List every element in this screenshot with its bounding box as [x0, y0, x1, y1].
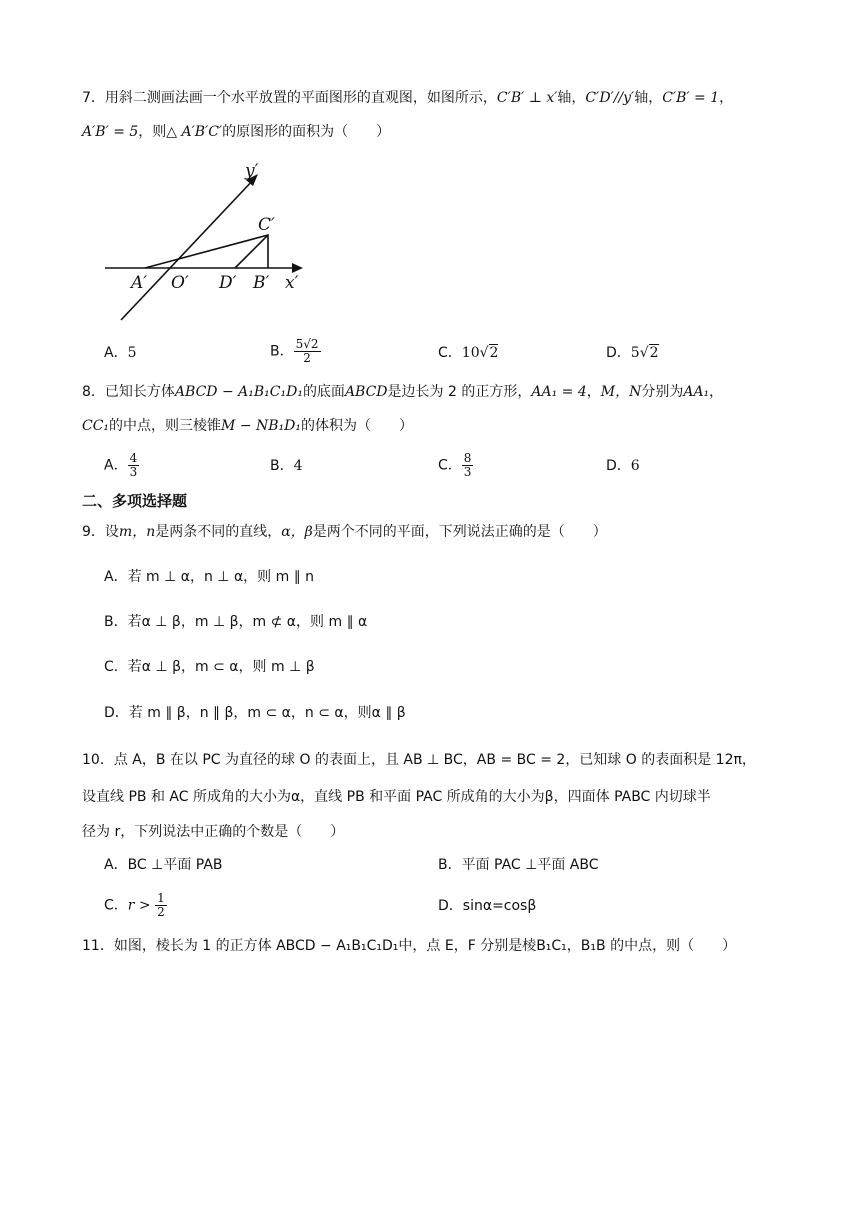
q11-stem: 11．如图，棱长为 1 的正方体 ABCD − A₁B₁C₁D₁中，点 E，F 分别是棱B₁C₁，B₁B 的中点，则（ ） — [82, 938, 737, 954]
triangle-sides — [145, 235, 268, 268]
q10-stem-line3: 径为 r，下列说法中正确的个数是（ ） — [82, 824, 345, 840]
q7-option-b[interactable]: B． $\frac{5√2}{2}$ — [270, 337, 319, 365]
q10-number: 10． — [82, 752, 114, 768]
q11-number: 11． — [82, 938, 114, 954]
q8-option-b[interactable]: B．4 — [270, 458, 303, 474]
q7-figure — [95, 150, 325, 330]
label-C: C′ — [258, 215, 275, 235]
q9-option-a[interactable]: A．若 m ⊥ α，n ⊥ α，则 m ∥ n — [104, 569, 315, 585]
q10-stem-line2: 设直线 PB 和 AC 所成角的大小为α，直线 PB 和平面 PAC 所成角的大小为β，四面体 PABC 内切球半 — [82, 789, 711, 805]
x-axis-arrow — [292, 263, 303, 273]
label-D: D′ — [219, 273, 237, 293]
q10-stem-line1: 10．点 A，B 在以 PC 为直径的球 O 的表面上，且 AB ⊥ BC，AB = BC = 2，已知球 O 的表面积是 12π， — [82, 752, 756, 768]
q7-option-d[interactable]: D．5√2 — [606, 345, 659, 361]
q9-stem: 9．设m，n是两条不同的直线，α，β是两个不同的平面，下列说法正确的是（ ） — [82, 524, 607, 540]
q8-number: 8． — [82, 384, 105, 400]
q10-option-b[interactable]: B．平面 PAC ⊥平面 ABC — [438, 857, 599, 873]
q7-stem-line2: A′B′ = 5，则△ A′B′C′的原图形的面积为（ ） — [82, 124, 391, 140]
q7-number: 7． — [82, 90, 105, 106]
q8-option-a[interactable]: A． $\frac{4}{3}$ — [104, 451, 138, 479]
q10-option-a[interactable]: A．BC ⊥平面 PAB — [104, 857, 223, 873]
label-x: x′ — [285, 273, 299, 293]
q9-option-b[interactable]: B．若α ⊥ β，m ⊥ β，m ⊄ α，则 m ∥ α — [104, 614, 368, 630]
section-heading: 二、多项选择题 — [82, 492, 188, 510]
q8-stem-line2: CC₁的中点，则三棱锥M − NB₁D₁的体积为（ ） — [82, 418, 413, 434]
label-A: A′ — [131, 273, 148, 293]
q8-option-c[interactable]: C． $\frac{8}{3}$ — [438, 451, 472, 479]
q7-option-a[interactable]: A．5 — [104, 345, 137, 361]
q9-option-c[interactable]: C．若α ⊥ β，m ⊂ α，则 m ⊥ β — [104, 659, 315, 675]
q10-option-c[interactable]: C．r > $\frac{1}{2}$ — [104, 891, 165, 919]
label-B: B′ — [253, 273, 270, 293]
q10-option-d[interactable]: D．sinα=cosβ — [438, 898, 537, 914]
q9-option-d[interactable]: D．若 m ∥ β，n ∥ β，m ⊂ α，n ⊂ α，则α ∥ β — [104, 705, 406, 721]
q8-stem-line1: 8．已知长方体ABCD − A₁B₁C₁D₁的底面ABCD是边长为 2 的正方形，AA₁ = 4，M，N分别为AA₁， — [82, 384, 724, 400]
q8-option-d[interactable]: D．6 — [606, 458, 640, 474]
label-O: O′ — [171, 273, 189, 293]
y-axis-line — [121, 178, 255, 320]
q7-option-c[interactable]: C．10√2 — [438, 345, 499, 361]
q9-number: 9． — [82, 524, 105, 540]
q7-stem-line1: 7．用斜二测画法画一个水平放置的平面图形的直观图，如图所示，C′B′ ⊥ x′轴，C′D′//y′轴，C′B′ = 1， — [82, 90, 734, 106]
label-y: y′ — [245, 161, 259, 181]
